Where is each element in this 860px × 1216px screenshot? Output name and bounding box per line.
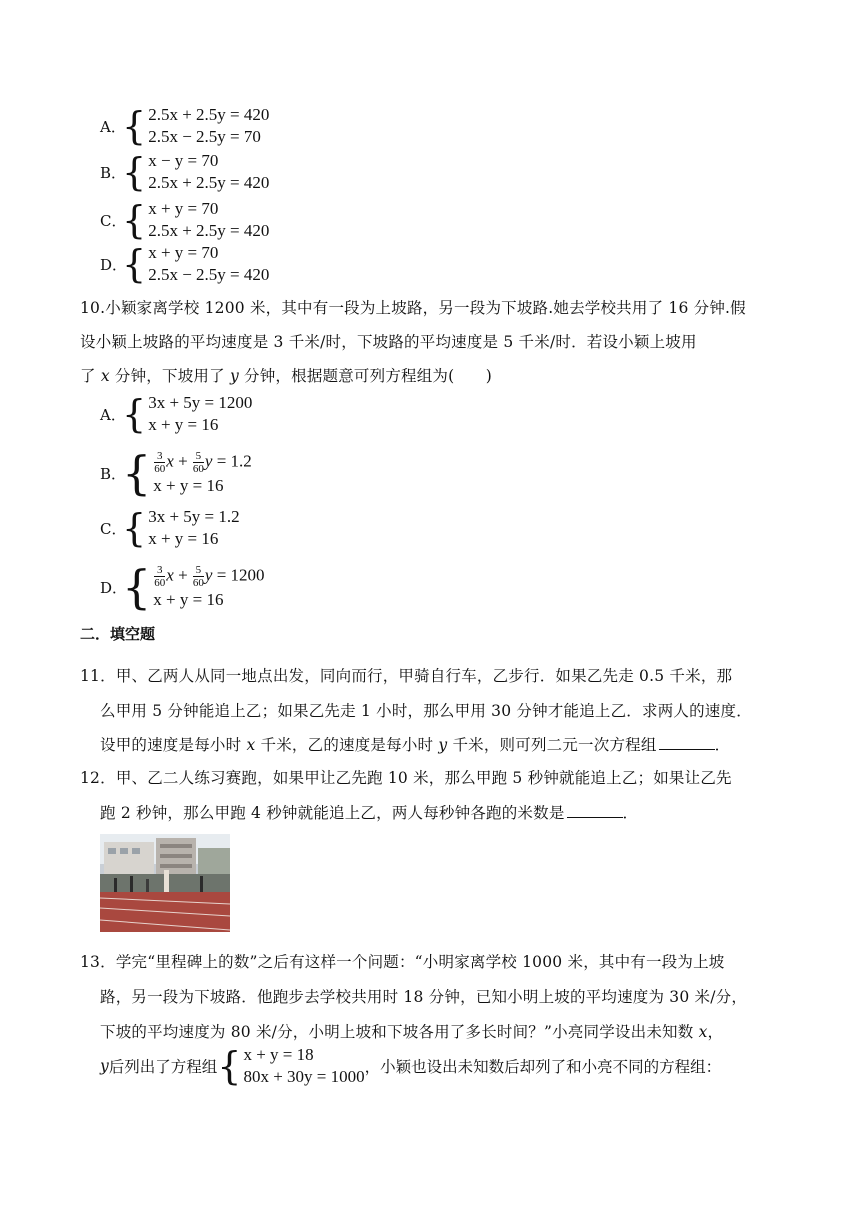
q10-option-c[interactable] <box>100 506 240 550</box>
option-letter: D． <box>100 255 128 274</box>
option-letter: C． <box>100 211 127 230</box>
option-letter: A． <box>100 405 126 424</box>
equation: 2.5x − 2.5y = 70 <box>148 127 261 146</box>
answer-blank[interactable] <box>659 735 715 750</box>
equation-system <box>122 392 252 436</box>
q10-option-d[interactable] <box>100 560 265 614</box>
brace: { <box>122 506 147 550</box>
equation: x + y = 16 <box>148 415 219 434</box>
q9-option-c[interactable] <box>100 198 269 242</box>
equation: x + y = 70 <box>148 243 219 262</box>
equation: 2.5x + 2.5y = 420 <box>148 173 270 192</box>
q10-stem-line-2: 设小颖上坡路的平均速度是 3 千米/时，下坡路的平均速度是 5 千米/时．若设小颖上坡用 <box>80 333 697 351</box>
q11-stem-line-3: 设甲的速度是每小时 x 千米，乙的速度是每小时 y 千米，则可列二元一次方程组 ． <box>100 736 731 754</box>
equation: 2.5x + 2.5y = 420 <box>148 221 270 240</box>
equation: 2.5x − 2.5y = 420 <box>148 265 270 284</box>
brace: { <box>122 198 147 242</box>
brace: { <box>217 1044 242 1088</box>
q13-stem-line-1: 13．学完“里程碑上的数”之后有这样一个问题：“小明家离学校 1000 米，其中有一段为上坡 <box>80 953 725 971</box>
equation-system <box>122 506 240 550</box>
equation-system <box>122 446 252 500</box>
q10-stem-line-1: 10.小颖家离学校 1200 米，其中有一段为上坡路，另一段为下坡路.她去学校共用了 16 分钟.假 <box>80 299 746 317</box>
equation-system <box>122 242 269 286</box>
section-title: 二．填空题 <box>80 625 156 643</box>
equation: x + y = 18 <box>243 1045 314 1064</box>
brace: { <box>122 150 147 194</box>
equation-system <box>122 560 265 614</box>
q11-stem-line-1: 11．甲、乙两人从同一地点出发，同向而行，甲骑自行车，乙步行．如果乙先走 0.5 千米，那 <box>80 667 733 685</box>
q10-stem-line-3: 了 x 分钟，下坡用了 y 分钟，根据题意可列方程组为( ) <box>80 367 493 385</box>
equation: 3x + 5y = 1.2 <box>148 507 240 526</box>
q9-option-a[interactable] <box>100 104 269 148</box>
equation: x + y = 16 <box>148 529 219 548</box>
equation-system <box>122 104 269 148</box>
equation-system <box>217 1044 364 1088</box>
q13-stem-line-4: y 后列出了方程组 { x + y = 18 80x + 30y = 1000 ，小颖也设出未知数后却列了和小亮不同的方程组： <box>100 1044 722 1088</box>
brace: { <box>122 242 147 286</box>
q13-stem-line-3: 下坡的平均速度为 80 米/分，小明上坡和下坡各用了多长时间？”小亮同学设出未知数 x， <box>100 1023 724 1041</box>
q12-stem-line-2: 跑 2 秒钟，那么甲跑 4 秒钟就能追上乙，两人每秒钟各跑的米数是 ． <box>100 804 639 822</box>
option-letter: A． <box>100 117 126 136</box>
equation: x − y = 70 <box>148 151 219 170</box>
q13-stem-line-2: 路，另一段为下坡路．他跑步去学校共用时 18 分钟，已知小明上坡的平均速度为 30 米/分， <box>100 988 748 1006</box>
q9-option-b[interactable] <box>100 150 269 194</box>
option-letter: C． <box>100 519 127 538</box>
option-letter: B． <box>100 163 127 182</box>
answer-blank[interactable] <box>567 803 623 818</box>
equation: x + y = 16 <box>153 589 224 609</box>
equation: 2.5x + 2.5y = 420 <box>148 105 270 124</box>
option-letter: B． <box>100 464 127 483</box>
brace: { <box>122 104 147 148</box>
option-letter: D． <box>100 578 128 597</box>
q10-option-a[interactable] <box>100 392 252 436</box>
q9-option-d[interactable] <box>100 242 269 286</box>
equation: 3x + 5y = 1200 <box>148 393 253 412</box>
q12-stem-line-1: 12．甲、乙二人练习赛跑，如果甲让乙先跑 10 米，那么甲跑 5 秒钟就能追上乙；如果让乙先 <box>80 769 732 787</box>
brace: { <box>122 560 152 614</box>
equation: 80x + 30y = 1000 <box>243 1067 365 1086</box>
equation: $\frac{3}{60}$ x + $\frac{5}{60}$ y = 1200 <box>154 563 265 589</box>
equation-system <box>122 150 269 194</box>
q11-stem-line-2: 么甲用 5 分钟能追上乙；如果乙先走 1 小时，那么甲用 30 分钟才能追上乙．求两人的速度． <box>100 702 752 720</box>
equation-system <box>122 198 269 242</box>
brace: { <box>122 446 152 500</box>
brace: { <box>122 392 147 436</box>
running-track-photo <box>100 834 230 932</box>
q10-option-b[interactable] <box>100 446 252 500</box>
equation: x + y = 70 <box>148 199 219 218</box>
equation: x + y = 16 <box>153 475 224 495</box>
equation: $\frac{3}{60}$ x + $\frac{5}{60}$ y = 1.2 <box>154 449 252 475</box>
